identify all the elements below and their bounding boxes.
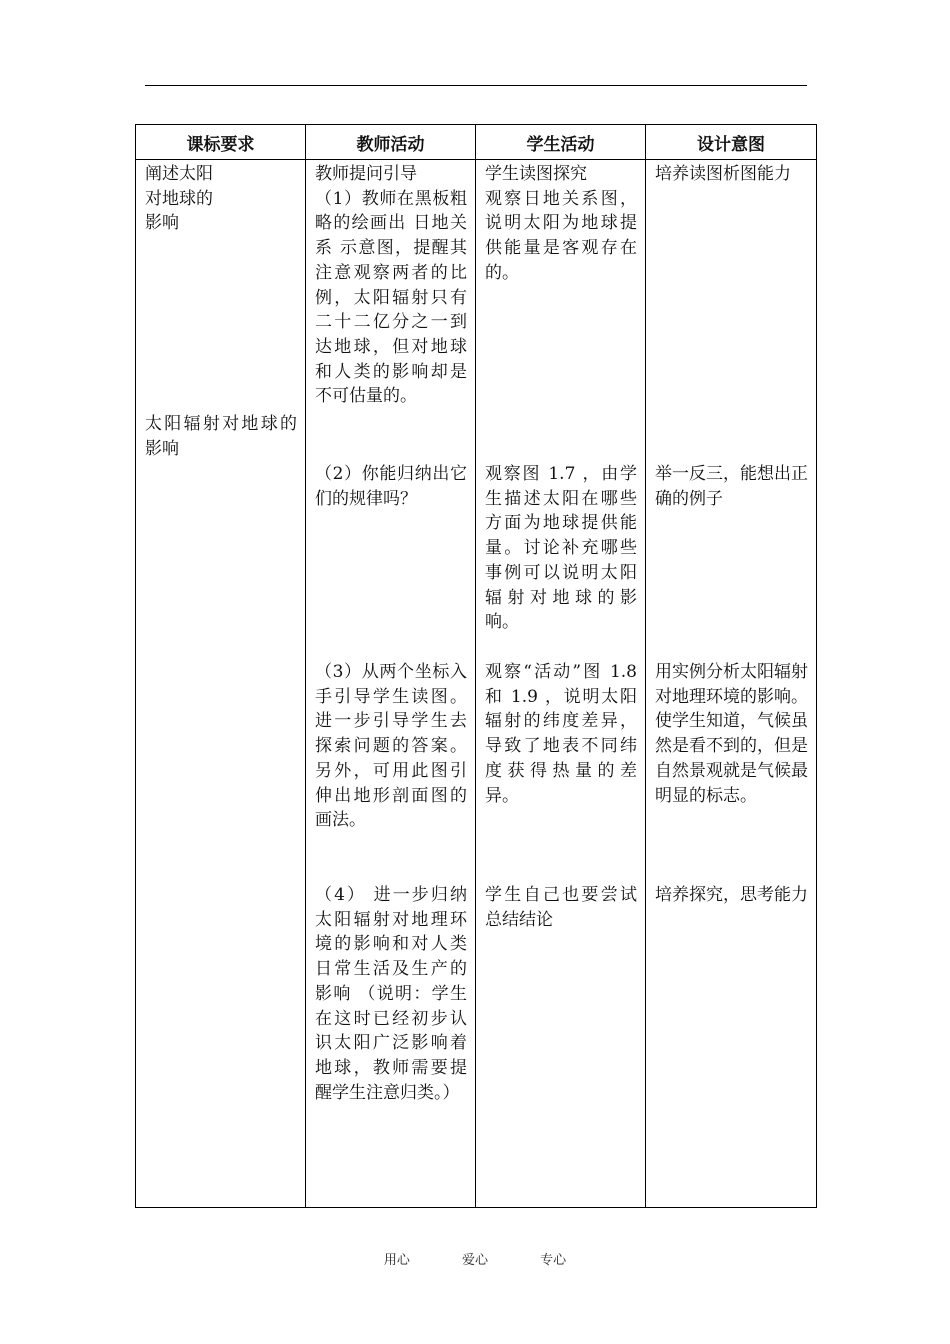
footer-text: 用心 <box>383 1253 410 1268</box>
lesson-plan-table <box>135 124 817 1208</box>
header-rule <box>145 85 807 86</box>
page-footer <box>0 1249 950 1268</box>
teacher-step-text: （2）你能归纳出它们的规律吗？ <box>315 464 467 509</box>
teacher-step-text: （4） 进一步归纳太阳辐射对地理环境的影响和对人类日常生活及生产的影响 （说明：学生在这时已经初步认识太阳广泛影响着地球，教师需要提醒学生注意归类。） <box>315 885 467 1103</box>
header-teacher-activity: 教师活动 <box>306 125 476 160</box>
student-step-text: 学生自己也要尝试总结结论 <box>485 885 637 930</box>
table-row <box>136 160 817 1208</box>
header-student-activity: 学生活动 <box>476 125 646 160</box>
intent-text: 培养探究，思考能力 <box>655 885 808 905</box>
student-activity-cell <box>476 160 646 1208</box>
intent-text: 培养读图析图能力 <box>655 164 791 184</box>
header-curriculum-requirements: 课标要求 <box>136 125 306 160</box>
teacher-step-text: 教师提问引导 （1）教师在黑板粗略的绘画出 日地关系 示意图，提醒其注意观察两者的比例，太阳辐射只有二十二亿分之一到达地球，但对地球和人类的影响却是不可估量的。 <box>315 164 467 407</box>
student-step-text: 观察“活动”图 1.8 和 1.9 ，说明太阳辐射的纬度差异，导致了地表不同纬度获得热量的差异。 <box>485 662 637 806</box>
student-step-text: 学生读图探究 观察日地关系图，说明太阳为地球提供能量是客观存在的。 <box>485 164 637 283</box>
teacher-step-text: （3）从两个坐标入手引导学生读图。进一步引导学生去探索问题的答案。另外，可用此图引伸出地形剖面图的画法。 <box>315 662 467 831</box>
teacher-activity-cell <box>306 160 476 1208</box>
footer-text: 专心 <box>540 1253 567 1268</box>
requirement-text: 阐述太阳 对地球的 影响 <box>145 164 213 234</box>
footer-text: 爱心 <box>461 1253 488 1268</box>
header-design-intent: 设计意图 <box>646 125 817 160</box>
table-header-row <box>136 125 817 160</box>
requirements-cell <box>136 160 306 1208</box>
requirement-text: 太阳辐射对地球的影响 <box>145 414 297 459</box>
design-intent-cell <box>646 160 817 1208</box>
intent-text: 用实例分析太阳辐射对地理环境的影响。使学生知道，气候虽然是看不到的，但是自然景观就是气候最明显的标志。 <box>655 662 808 806</box>
intent-text: 举一反三，能想出正确的例子 <box>655 464 808 509</box>
student-step-text: 观察图 1.7 ，由学生描述太阳在哪些方面为地球提供能量。讨论补充哪些事例可以说明太阳辐射对地球的影响。 <box>485 464 637 633</box>
